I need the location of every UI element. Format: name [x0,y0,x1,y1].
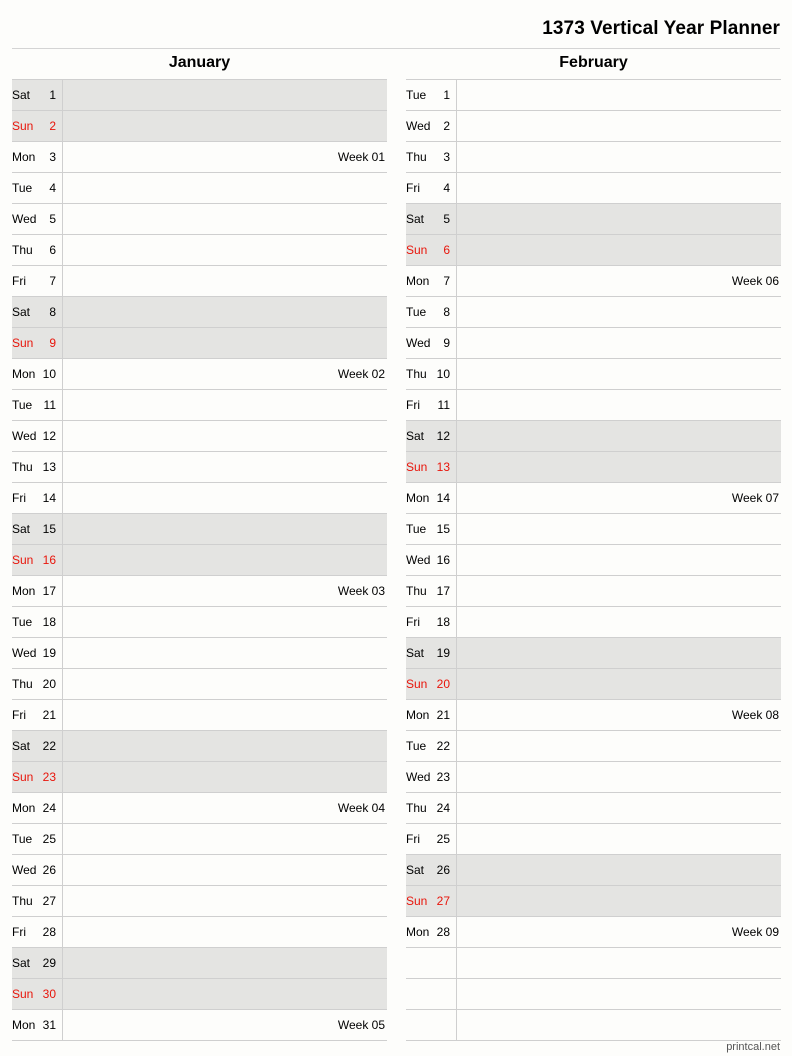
day-number: 19 [42,646,56,660]
week-number-label: Week 03 [337,584,385,598]
day-number: 27 [42,894,56,908]
day-number: 1 [443,88,450,102]
column-divider [456,854,457,886]
column-divider [62,885,63,917]
day-number: 10 [436,367,450,381]
day-rows [406,79,781,1041]
weekday-label: Wed [12,646,37,660]
day-number: 21 [436,708,450,722]
weekday-label: Tue [406,88,427,102]
column-divider [62,203,63,235]
day-number: 14 [436,491,450,505]
day-row [12,514,387,545]
weekday-label: Sun [12,987,34,1001]
day-number: 15 [436,522,450,536]
column-divider [456,1009,457,1041]
weekday-label: Fri [406,181,420,195]
column-divider [62,389,63,421]
weekday-label: Thu [406,367,427,381]
column-divider [62,110,63,142]
day-row [12,855,387,886]
day-row [406,855,781,886]
weekday-label: Sat [406,212,425,226]
column-divider [62,947,63,979]
title-divider [12,48,780,49]
column-divider [456,451,457,483]
day-row [406,359,781,390]
day-row [406,886,781,917]
week-number-label: Week 01 [337,150,385,164]
month-column-january [12,50,387,1041]
day-row [406,1010,781,1041]
weekday-label: Thu [12,460,33,474]
day-number: 7 [49,274,56,288]
day-number: 8 [443,305,450,319]
day-number: 25 [42,832,56,846]
weekday-label: Thu [406,801,427,815]
column-divider [62,606,63,638]
week-number-label: Week 08 [731,708,779,722]
day-number: 17 [436,584,450,598]
weekday-label: Wed [406,770,431,784]
day-number: 3 [443,150,450,164]
weekday-label: Thu [406,150,427,164]
day-row [12,669,387,700]
day-row [406,917,781,948]
day-number: 6 [443,243,450,257]
weekday-label: Mon [12,367,36,381]
weekday-label: Sun [12,770,34,784]
weekday-label: Thu [12,243,33,257]
day-number: 6 [49,243,56,257]
day-row [406,731,781,762]
day-row [406,793,781,824]
weekday-label: Sun [406,677,428,691]
day-row [12,483,387,514]
column-divider [456,513,457,545]
column-divider [456,172,457,204]
day-row [12,142,387,173]
weekday-label: Sat [12,739,31,753]
column-divider [62,978,63,1010]
day-row [12,917,387,948]
weekday-label: Fri [406,832,420,846]
day-row [406,328,781,359]
day-row [406,483,781,514]
column-divider [62,575,63,607]
day-row [406,948,781,979]
column-divider [456,792,457,824]
column-divider [456,389,457,421]
column-divider [62,699,63,731]
day-row [406,204,781,235]
weekday-label: Fri [12,274,26,288]
column-divider [456,79,457,111]
weekday-label: Sat [406,646,425,660]
weekday-label: Fri [12,491,26,505]
month-name: February [559,54,628,71]
day-row [12,979,387,1010]
month-name: January [168,54,231,71]
weekday-label: Thu [12,894,33,908]
weekday-label: Tue [406,739,427,753]
column-divider [62,234,63,266]
day-row [12,762,387,793]
weekday-label: Wed [406,119,431,133]
day-number: 1 [49,88,56,102]
column-divider [456,978,457,1010]
day-number: 16 [42,553,56,567]
column-divider [62,451,63,483]
day-row [406,390,781,421]
column-divider [456,947,457,979]
day-row [12,793,387,824]
column-divider [62,637,63,669]
day-number: 31 [42,1018,56,1032]
day-row [406,669,781,700]
day-number: 11 [43,398,56,412]
column-divider [456,668,457,700]
column-divider [456,730,457,762]
day-row [12,80,387,111]
column-divider [62,544,63,576]
day-number: 21 [42,708,56,722]
day-row [406,142,781,173]
day-row [406,111,781,142]
day-rows [12,79,387,1041]
weekday-label: Tue [12,832,33,846]
day-number: 5 [49,212,56,226]
weekday-label: Wed [12,212,37,226]
column-divider [62,358,63,390]
day-row [12,638,387,669]
day-number: 9 [49,336,56,350]
column-divider [456,699,457,731]
weekday-label: Tue [406,305,427,319]
footer-credit: printcal.net [726,1041,780,1053]
weekday-label: Mon [406,274,430,288]
week-number-label: Week 07 [731,491,779,505]
day-row [12,948,387,979]
day-row [406,824,781,855]
column-divider [456,358,457,390]
column-divider [62,668,63,700]
weekday-label: Sun [406,894,428,908]
column-divider [62,916,63,948]
day-row [12,328,387,359]
day-row [406,235,781,266]
column-divider [62,172,63,204]
day-number: 26 [42,863,56,877]
column-divider [456,482,457,514]
day-row [406,80,781,111]
weekday-label: Tue [12,398,33,412]
day-number: 24 [42,801,56,815]
weekday-label: Thu [12,677,33,691]
day-number: 4 [49,181,56,195]
month-column-february [406,50,781,1041]
day-number: 28 [436,925,450,939]
column-divider [456,327,457,359]
day-row [406,607,781,638]
column-divider [62,1009,63,1041]
day-row [12,731,387,762]
column-divider [456,885,457,917]
day-number: 9 [443,336,450,350]
day-row [12,266,387,297]
page-title: 1373 Vertical Year Planner [542,18,780,39]
day-row [12,1010,387,1041]
day-number: 14 [42,491,56,505]
weekday-label: Sat [12,88,31,102]
day-number: 19 [436,646,450,660]
column-divider [456,637,457,669]
weekday-label: Tue [406,522,427,536]
day-row [12,886,387,917]
column-divider [62,792,63,824]
day-row [406,173,781,204]
day-number: 15 [42,522,56,536]
column-divider [456,234,457,266]
column-divider [456,203,457,235]
day-number: 5 [443,212,450,226]
day-number: 22 [42,739,56,753]
weekday-label: Tue [12,181,33,195]
weekday-label: Wed [406,553,431,567]
day-number: 2 [443,119,450,133]
weekday-label: Tue [12,615,33,629]
weekday-label: Mon [406,491,430,505]
weekday-label: Wed [406,336,431,350]
column-divider [456,420,457,452]
day-number: 12 [42,429,56,443]
weekday-label: Sun [12,553,34,567]
day-row [406,638,781,669]
weekday-label: Mon [12,801,36,815]
weekday-label: Fri [12,925,26,939]
column-divider [62,513,63,545]
week-number-label: Week 05 [337,1018,385,1032]
day-row [12,390,387,421]
column-divider [62,730,63,762]
weekday-label: Sun [12,119,34,133]
day-number: 26 [436,863,450,877]
day-row [406,514,781,545]
day-row [406,762,781,793]
column-divider [456,296,457,328]
day-number: 22 [436,739,450,753]
day-row [12,297,387,328]
day-number: 29 [42,956,56,970]
weekday-label: Mon [12,150,36,164]
weekday-label: Sat [406,429,425,443]
weekday-label: Sun [12,336,34,350]
column-divider [456,110,457,142]
day-number: 18 [42,615,56,629]
day-row [12,576,387,607]
day-number: 20 [436,677,450,691]
day-row [12,607,387,638]
day-number: 7 [443,274,450,288]
day-number: 18 [436,615,450,629]
day-row [12,204,387,235]
weekday-label: Thu [406,584,427,598]
column-divider [456,761,457,793]
day-row [12,545,387,576]
column-divider [456,575,457,607]
weekday-label: Fri [12,708,26,722]
day-row [12,700,387,731]
week-number-label: Week 06 [731,274,779,288]
column-divider [62,761,63,793]
weekday-label: Sat [12,522,31,536]
day-row [12,235,387,266]
weekday-label: Wed [12,429,37,443]
weekday-label: Sat [12,956,31,970]
column-divider [62,79,63,111]
weekday-label: Fri [406,615,420,629]
week-number-label: Week 02 [337,367,385,381]
column-divider [456,141,457,173]
column-divider [62,265,63,297]
week-number-label: Week 09 [731,925,779,939]
column-divider [456,606,457,638]
day-number: 8 [49,305,56,319]
weekday-label: Mon [12,1018,36,1032]
week-number-label: Week 04 [337,801,385,815]
day-number: 2 [49,119,56,133]
day-number: 30 [42,987,56,1001]
day-row [12,111,387,142]
day-row [12,173,387,204]
weekday-label: Sat [12,305,31,319]
weekday-label: Mon [12,584,36,598]
day-number: 17 [42,584,56,598]
day-row [12,421,387,452]
weekday-label: Fri [406,398,420,412]
day-number: 23 [436,770,450,784]
day-number: 12 [436,429,450,443]
day-number: 28 [42,925,56,939]
weekday-label: Wed [12,863,37,877]
day-number: 24 [436,801,450,815]
day-number: 23 [42,770,56,784]
day-number: 20 [42,677,56,691]
column-divider [456,916,457,948]
day-row [406,700,781,731]
day-row [406,452,781,483]
weekday-label: Sat [406,863,425,877]
column-divider [62,854,63,886]
day-row [406,576,781,607]
column-divider [62,420,63,452]
day-row [12,452,387,483]
column-divider [62,482,63,514]
column-divider [456,265,457,297]
column-divider [62,141,63,173]
day-number: 13 [436,460,450,474]
weekday-label: Sun [406,460,428,474]
day-number: 4 [443,181,450,195]
weekday-label: Sun [406,243,428,257]
column-divider [62,296,63,328]
day-row [406,979,781,1010]
column-divider [456,544,457,576]
day-row [406,297,781,328]
column-divider [62,823,63,855]
day-number: 13 [42,460,56,474]
column-divider [456,823,457,855]
day-number: 3 [49,150,56,164]
day-row [406,421,781,452]
day-number: 25 [436,832,450,846]
day-number: 10 [42,367,56,381]
column-divider [62,327,63,359]
day-row [12,824,387,855]
day-number: 11 [437,398,450,412]
day-number: 27 [436,894,450,908]
day-row [406,545,781,576]
weekday-label: Mon [406,925,430,939]
day-row [406,266,781,297]
day-number: 16 [436,553,450,567]
day-row [12,359,387,390]
weekday-label: Mon [406,708,430,722]
